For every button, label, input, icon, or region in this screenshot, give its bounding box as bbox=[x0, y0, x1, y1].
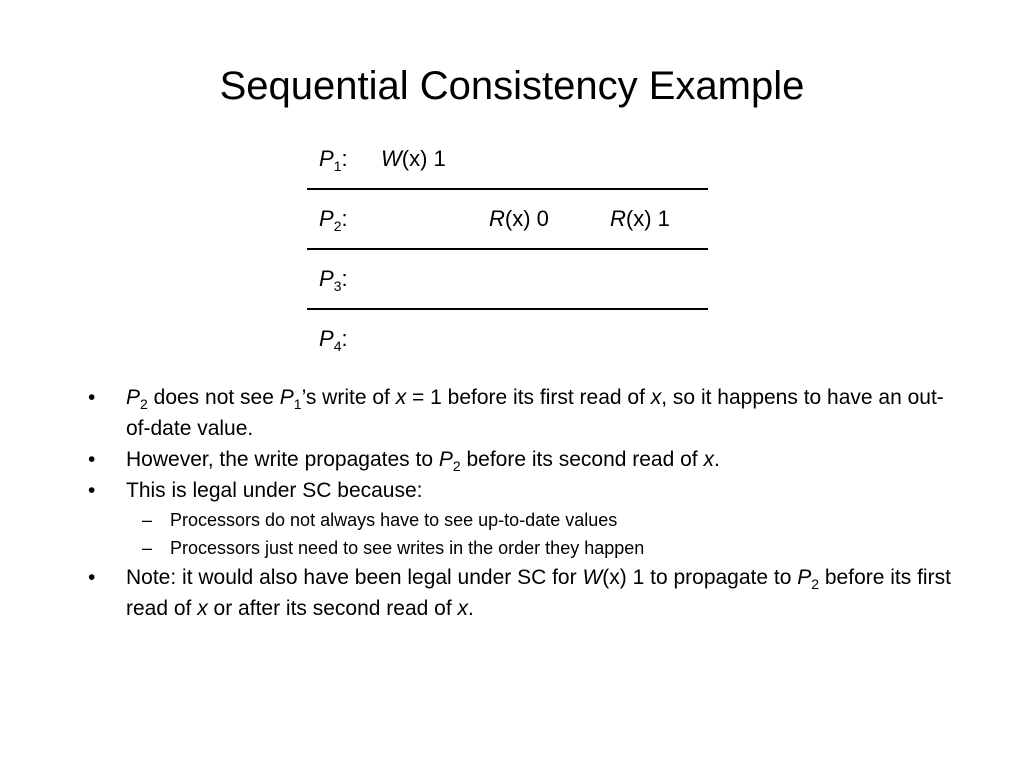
process-label: $P_3$: bbox=[319, 266, 348, 294]
sub-bullet-item bbox=[86, 534, 966, 562]
sub-bullet-marker: – bbox=[142, 510, 153, 530]
bullet-marker: • bbox=[88, 386, 96, 409]
sub-bullet-text: Processors just need to see writes in the order they happen bbox=[170, 538, 645, 558]
bullet-text: This is legal under SC because: bbox=[126, 479, 423, 502]
bullet-text: $P_2$ does not see $P_1’s$ write of x = 1 before its first read of x, so it happens to have an out-of-date value. bbox=[126, 386, 944, 440]
operation-write: W(x) 1 bbox=[381, 146, 446, 171]
process-label: $P_2$: bbox=[319, 206, 348, 234]
bullet-marker: • bbox=[88, 566, 96, 589]
bullet-list bbox=[86, 382, 966, 624]
process-timeline-table bbox=[307, 130, 708, 368]
bullet-item bbox=[86, 382, 966, 444]
slide-title: Sequential Consistency Example bbox=[219, 64, 805, 108]
bullet-text: Note: it would also have been legal under SC for W(x) 1 to propagate to $P_2$ before its first read of x or after its second read of x. bbox=[126, 566, 951, 620]
process-row-p1 bbox=[307, 130, 708, 190]
sub-bullet-text: Processors do not always have to see up-to-date values bbox=[170, 510, 618, 530]
bullet-marker: • bbox=[88, 479, 96, 502]
process-label: $P_4$: bbox=[319, 326, 348, 354]
bullet-item bbox=[86, 444, 966, 475]
operation-read: R(x) 0 bbox=[489, 206, 549, 231]
sub-bullet-item bbox=[86, 506, 966, 534]
process-row-p4 bbox=[307, 310, 708, 368]
bullet-item bbox=[86, 562, 966, 624]
operation-read: R(x) 1 bbox=[610, 206, 670, 231]
sub-bullet-marker: – bbox=[142, 538, 153, 558]
process-label: $P_1$: bbox=[319, 146, 348, 174]
process-row-p3 bbox=[307, 250, 708, 310]
bullet-marker: • bbox=[88, 448, 96, 471]
process-row-p2 bbox=[307, 190, 708, 250]
bullet-item bbox=[86, 475, 966, 506]
bullet-text: However, the write propagates to $P_2$ before its second read of x. bbox=[126, 448, 720, 474]
